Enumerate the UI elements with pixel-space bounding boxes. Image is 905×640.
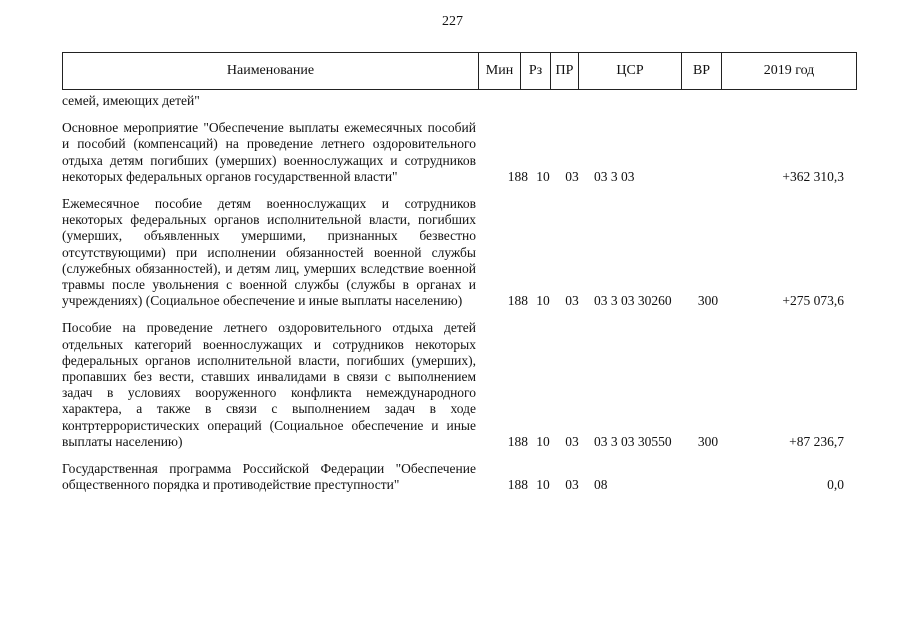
row-sum: +87 236,7: [789, 433, 844, 449]
row-vr: 300: [697, 293, 719, 309]
table-row: [62, 93, 856, 109]
row-name: Пособие на проведение летнего оздоровительного отдыха детей отдельных категорий военнослужащих и сотрудников некоторых федеральных органов исполнительной власти, погибших (умерших), пропавших без вести, ставших инвалидами в связи с выполнением задач в условиях вооруженного конфликта немеждународного характера, а также в связи с выполнением задач в ходе контртеррористических операций (Социальное обеспечение и иные выплаты населению): [62, 320, 476, 449]
row-csr: 03 3 03 30550: [594, 433, 672, 449]
row-min: 188: [507, 433, 528, 449]
header-year: 2019 год: [722, 53, 857, 90]
row-sum: +275 073,6: [782, 293, 844, 309]
row-min: 188: [507, 477, 528, 493]
row-name: Ежемесячное пособие детям военнослужащих и сотрудников некоторых федеральных органов исполнительной власти, погибших (умерших, объявленных умершими, признанных безвестно отсутствующими) при исполнении обязанностей военной службы (служебных обязанностей), и детям лиц, умерших вследствие военной травмы после увольнения с военной службы (службы в органах и учреждениях) (Социальное обеспечение и иные выплаты населению): [62, 196, 476, 309]
row-min: 188: [507, 168, 528, 184]
row-rz: 10: [536, 168, 550, 184]
row-sum: 0,0: [827, 477, 844, 493]
row-sum: +362 310,3: [782, 168, 844, 184]
row-rz: 10: [536, 293, 550, 309]
row-csr: 03 3 03: [594, 168, 635, 184]
header-min: Мин: [479, 53, 521, 90]
row-csr: 03 3 03 30260: [594, 293, 672, 309]
row-csr: 08: [594, 477, 608, 493]
row-vr: 300: [697, 433, 719, 449]
row-pr: 03: [565, 293, 579, 309]
table-row: [62, 120, 856, 185]
row-name: Основное мероприятие "Обеспечение выплаты ежемесячных пособий и пособий (компенсаций) на проведение летнего оздоровительного отдыха детям погибших (умерших) военнослужащих и сотрудников некоторых федеральных органов государственной власти": [62, 120, 476, 184]
header-pr: ПР: [551, 53, 579, 90]
row-name: семей, имеющих детей": [62, 93, 200, 108]
row-pr: 03: [565, 168, 579, 184]
row-name: Государственная программа Российской Федерации "Обеспечение общественного порядка и противодействие преступности": [62, 461, 476, 493]
row-rz: 10: [536, 477, 550, 493]
row-pr: 03: [565, 433, 579, 449]
table-body: [62, 93, 856, 504]
header-vr: ВР: [682, 53, 722, 90]
table-row: [62, 461, 856, 493]
header-name: Наименование: [63, 53, 479, 90]
header-rz: Рз: [521, 53, 551, 90]
table-header: [62, 52, 857, 90]
row-min: 188: [507, 293, 528, 309]
row-rz: 10: [536, 433, 550, 449]
page-number: 227: [442, 14, 463, 29]
header-csr: ЦСР: [579, 53, 682, 90]
row-pr: 03: [565, 477, 579, 493]
table-row: [62, 196, 856, 309]
table-row: [62, 320, 856, 450]
